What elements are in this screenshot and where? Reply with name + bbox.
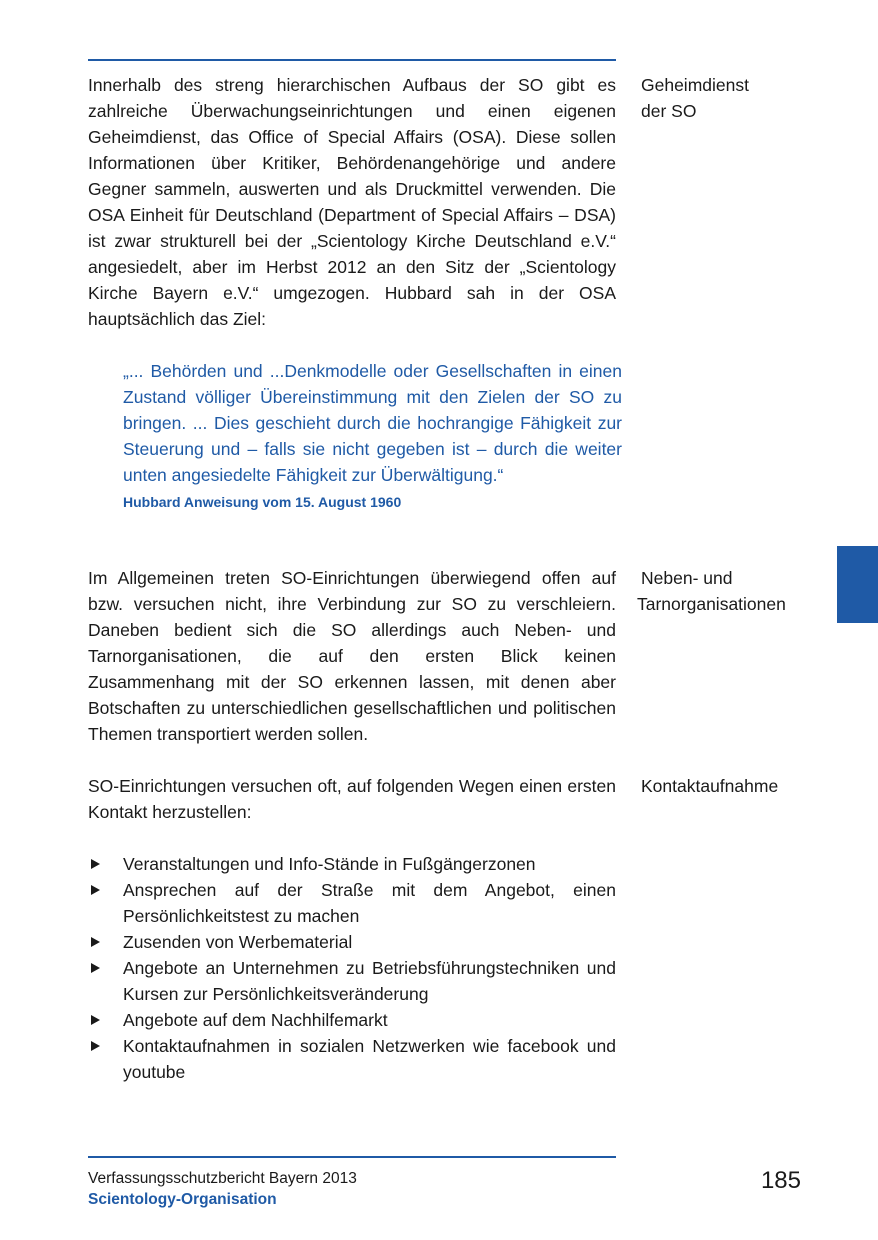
- quote-source: Hubbard Anweisung vom 15. August 1960: [123, 494, 402, 510]
- margin-heading-line: Geheimdienst: [641, 75, 749, 95]
- body-paragraph: SO-Einrichtungen versuchen oft, auf folgenden Wegen einen ersten Kontakt herzustellen:: [88, 776, 616, 822]
- margin-heading-line: der SO: [641, 101, 697, 121]
- margin-heading-intelligence: [641, 72, 841, 124]
- list-item: Angebote auf dem Nachhilfemarkt: [88, 1007, 616, 1033]
- body-paragraph: Im Allgemeinen treten SO-Einrichtungen überwiegend offen auf bzw. versuchen nicht, ihre Verbindung zur SO zu verschleiern. Daneben bedient sich die SO allerdings auch Neben- und Tarnorganisationen, die auf den ersten Blick keinen Zusammenhang mit der SO erkennen lassen, mit denen aber Botschaften zu unterschiedlichen gesellschaftlichen und politischen Themen transportiert werden sollen.: [88, 568, 616, 744]
- chapter-tab-marker: [837, 546, 878, 623]
- margin-heading-line: Tarnorganisationen: [637, 594, 786, 614]
- section-intelligence-service: [88, 72, 616, 332]
- list-item: Kontaktaufnahmen in sozialen Netzwerken wie facebook und youtube: [88, 1033, 616, 1085]
- block-quote: [117, 358, 622, 512]
- footer-chapter-title: Scientology-Organisation: [88, 1191, 277, 1208]
- margin-heading-front-organisations: [637, 565, 841, 617]
- quote-text: „... Behörden und ...Denkmodelle oder Gesellschaften in einen Zustand völliger Übereinstimmung mit den Zielen der SO zu bringen. ... Dies geschieht durch die hochrangige Fähigkeit zur Steuerung und – falls sie nicht gegeben ist – durch die weiter unten angesiedelte Fähigkeit zur Überwältigung.“: [123, 361, 622, 485]
- contact-methods-list: [88, 851, 616, 1085]
- bullet-triangle-icon: [91, 859, 100, 869]
- list-item: Veranstaltungen und Info-Stände in Fußgängerzonen: [88, 851, 616, 877]
- bullet-triangle-icon: [91, 1015, 100, 1025]
- list-item: Angebote an Unternehmen zu Betriebsführungstechniken und Kursen zur Persönlichkeitsveränderung: [88, 955, 616, 1007]
- top-rule: [88, 59, 616, 61]
- section-contact: [88, 773, 616, 825]
- list-item: Zusenden von Werbematerial: [88, 929, 616, 955]
- margin-heading-line: Kontaktaufnahme: [641, 776, 779, 796]
- page-number: 185: [760, 1167, 801, 1194]
- section-front-organisations: [88, 565, 616, 747]
- contact-methods-list-wrapper: [88, 851, 616, 1085]
- bullet-triangle-icon: [91, 963, 100, 973]
- bullet-triangle-icon: [91, 885, 100, 895]
- footer-report-title: Verfassungsschutzbericht Bayern 2013: [88, 1170, 357, 1187]
- margin-heading-contact: [641, 773, 841, 799]
- list-item: Ansprechen auf der Straße mit dem Angebot, einen Persönlichkeitstest zu machen: [88, 877, 616, 929]
- footer-rule: [88, 1156, 616, 1158]
- body-paragraph: Innerhalb des streng hierarchischen Aufbaus der SO gibt es zahlreiche Überwachungseinrichtungen und einen eigenen Geheimdienst, das Office of Special Affairs (OSA). Diese sollen Informationen über Kritiker, Behördenangehörige und andere Gegner sammeln, auswerten und als Druckmittel verwenden. Die OSA Einheit für Deutschland (Department of Special Affairs – DSA) ist zwar strukturell bei der „Scientology Kirche Deutschland e.V.“ angesiedelt, aber im Herbst 2012 an den Sitz der „Scientology Kirche Bayern e.V.“ umgezogen. Hubbard sah in der OSA hauptsächlich das Ziel:: [88, 75, 616, 329]
- bullet-triangle-icon: [91, 937, 100, 947]
- page-footer: [88, 1168, 357, 1210]
- margin-heading-line: Neben- und: [641, 568, 733, 588]
- bullet-triangle-icon: [91, 1041, 100, 1051]
